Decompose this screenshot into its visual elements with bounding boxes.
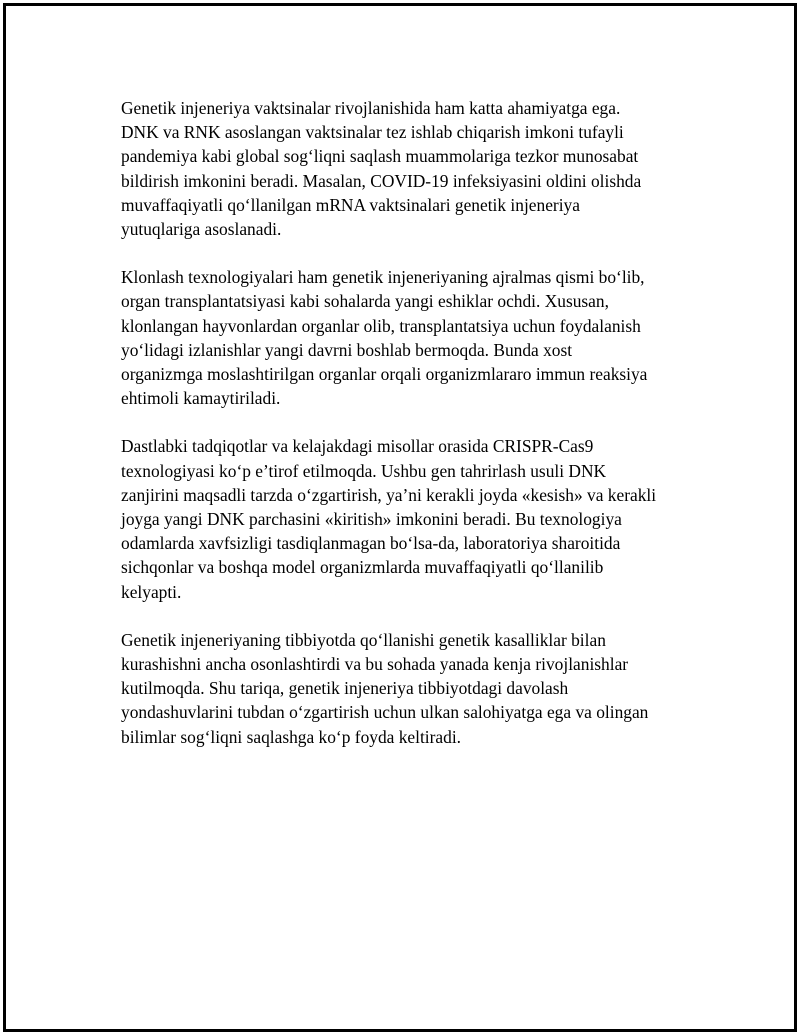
paragraph-crispr: Dastlabki tadqiqotlar va kelajakdagi misollar orasida CRISPR-Cas9 texnologiyasi ko‘p e’tirof etilmoqda. Ushbu gen tahrirlash usuli DNK zanjirini maqsadli tarzda o‘zgartirish, ya’ni kerakli joyda «kesish» va kerakli joyga yangi DNK parchasini «kiritish» imkonini beradi. Bu texnologiya odamlarda xavfsizligi tasdiqlanmagan bo‘lsa-da, laboratoriya sharoitida sichqonlar va boshqa model organizmlarda muvaffaqiyatli qo‘llanilib kelyapti. xyxy=(121,436,657,602)
paragraph-conclusion: Genetik injeneriyaning tibbiyotda qo‘llanishi genetik kasalliklar bilan kurashishni ancha osonlashtirdi va bu sohada yanada kenja rivojlanishlar kutilmoqda. Shu tariqa, genetik injeneriya tibbiyotdagi davolash yondashuvlarini tubdan o‘zgartirish uchun ulkan salohiyatga ega va olingan bilimlar sog‘liqni saqlashga ko‘p foyda keltiradi. xyxy=(121,629,649,747)
document-body xyxy=(121,96,691,773)
document-page xyxy=(3,3,797,1032)
paragraph-cloning: Klonlash texnologiyalari ham genetik injeneriyaning ajralmas qismi bo‘lib, organ transplantatsiyasi kabi sohalarda yangi eshiklar ochdi. Xususan, klonlangan hayvonlardan organlar olib, transplantatsiya uchun foydalanish yo‘lidagi izlanishlar yangi davrni boshlab bermoqda. Bunda xost organizmga moslashtirilgan organlar orqali organizmlararo immun reaksiya ehtimoli kamaytiriladi. xyxy=(121,267,648,409)
paragraph-vaccines: Genetik injeneriya vaktsinalar rivojlanishida ham katta ahamiyatga ega. DNK va RNK asoslangan vaktsinalar tez ishlab chiqarish imkoni tufayli pandemiya kabi global sog‘liqni saqlash muammolariga tezkor munosabat bildirish imkonini beradi. Masalan, COVID-19 infeksiyasini oldini olishda muvaffaqiyatli qo‘llanilgan mRNA vaktsinalari genetik injeneriya yutuqlariga asoslanadi. xyxy=(121,98,642,240)
